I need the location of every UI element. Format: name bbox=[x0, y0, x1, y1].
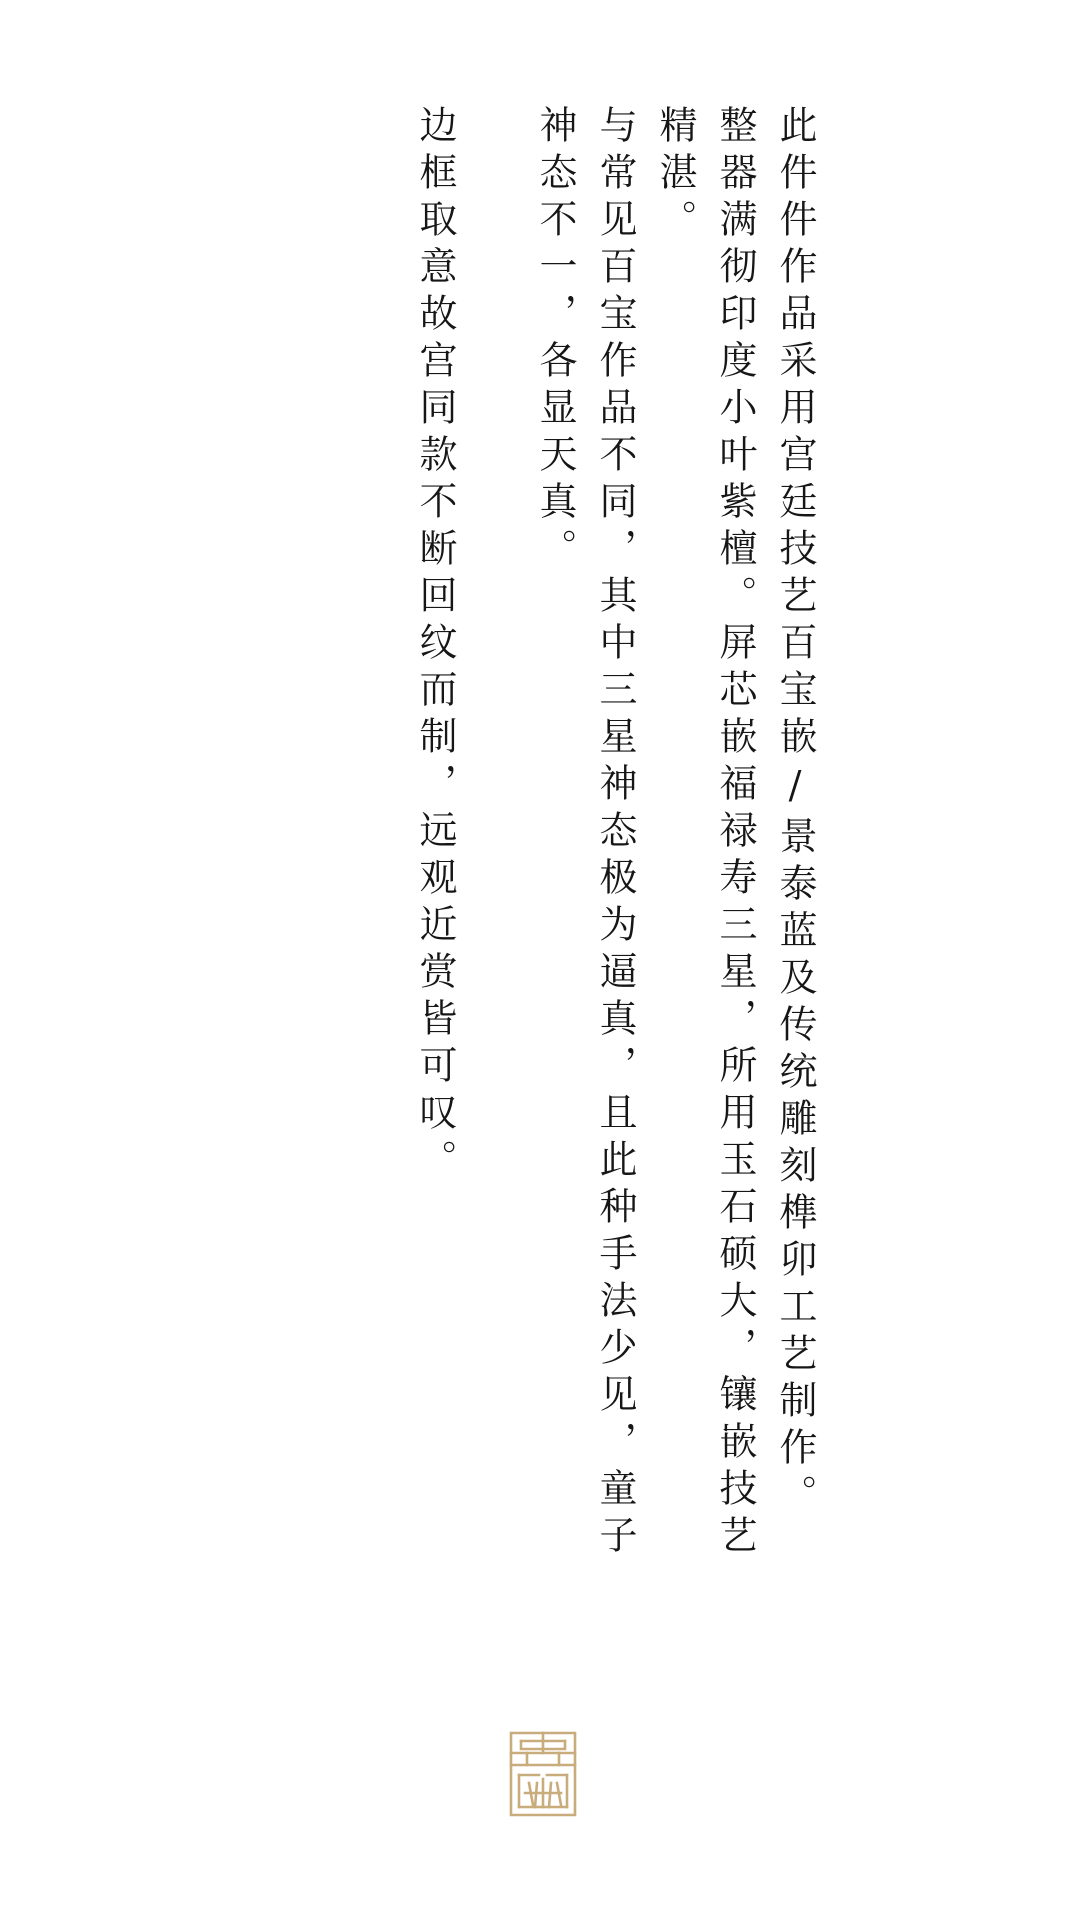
paragraph-2: 与常见百宝作品不同，其中三星神态极为逼真，且此种手法少见，童子神态不一，各显天真。 bbox=[533, 105, 637, 1562]
paragraph-3: 边框取意故宫同款不断回纹而制，远观近赏皆可叹。 bbox=[413, 105, 457, 1186]
vertical-text-block bbox=[345, 105, 825, 1605]
paragraph-1-line-2: 整器满彻印度小叶紫檀。屏芯嵌福禄寿三星，所用玉石硕大，镶嵌技艺精湛。 bbox=[653, 105, 757, 1562]
brand-seal-logo-icon bbox=[507, 1727, 579, 1819]
paragraph-1-line-1: 此件件作品采用宫廷技艺百宝嵌/景泰蓝及传统雕刻榫卯工艺制作。 bbox=[773, 105, 817, 1521]
